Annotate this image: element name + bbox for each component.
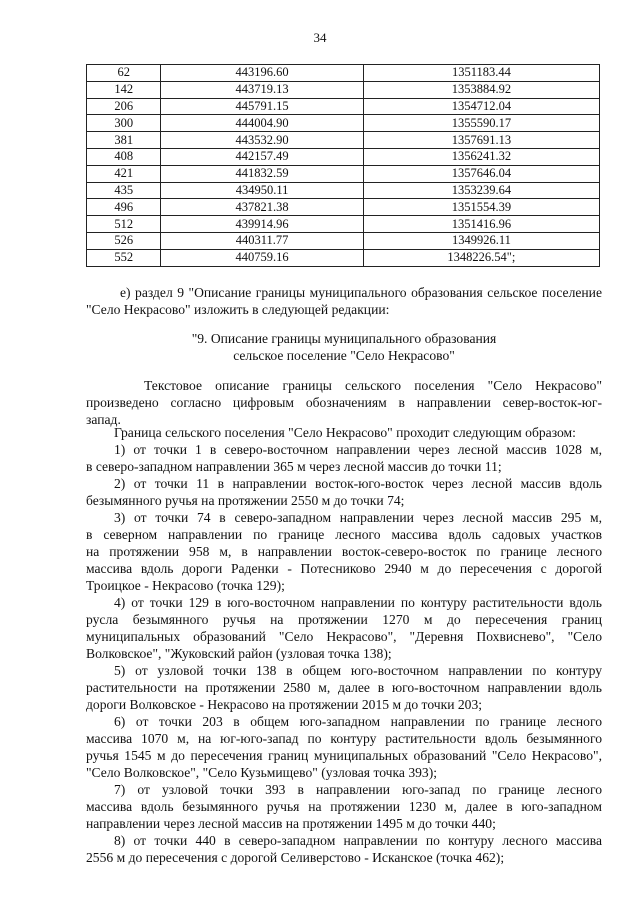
boundary-line: 8) от точки 440 в северо-западном направлении по контуру лесного массива [114, 833, 602, 848]
boundary-description [86, 424, 602, 866]
boundary-line: растительности на протяжении 2580 м, далее в юго-восточном направлении вдоль [86, 680, 602, 695]
y-coordinate-cell: 1357646.04 [363, 165, 599, 182]
table-row [87, 132, 600, 149]
point-number-cell: 142 [87, 81, 161, 98]
boundary-line: массива вдоль дороги Раденки - Потесниково 2940 м до пересечения с дорогой [86, 561, 602, 576]
y-coordinate-cell: 1351416.96 [363, 216, 599, 233]
y-coordinate-cell: 1357691.13 [363, 132, 599, 149]
point-number-cell: 496 [87, 199, 161, 216]
boundary-line: "Село Волковское", "Село Кузьмищево" (узловая точка 393); [86, 765, 438, 780]
y-coordinate-cell: 1353884.92 [363, 81, 599, 98]
point-number-cell: 381 [87, 132, 161, 149]
boundary-line: 4) от точки 129 в юго-восточном направлении по контуру растительности вдоль [114, 595, 602, 610]
y-coordinate-cell: 1356241.32 [363, 148, 599, 165]
point-number-cell: 552 [87, 249, 161, 266]
boundary-line: безымянного ручья на протяжении 2550 м до точки 74; [86, 493, 405, 508]
table-row [87, 165, 600, 182]
boundary-line: в северо-западном направлении 365 м через лесной массив до точки 11; [86, 459, 502, 474]
description-line: произведено согласно цифровым обозначениям в направлении север-восток-юг- [86, 395, 602, 410]
x-coordinate-cell: 444004.90 [161, 115, 363, 132]
point-number-cell: 408 [87, 148, 161, 165]
boundary-line: ручья 1545 м до пересечения границ муниципальных образований "Село Некрасово", [86, 748, 602, 763]
y-coordinate-cell: 1355590.17 [363, 115, 599, 132]
section-intro [86, 284, 602, 318]
boundary-line: 5) от узловой точки 138 в общем юго-восточном направлении по контуру [114, 663, 602, 678]
y-coordinate-cell: 1353239.64 [363, 182, 599, 199]
x-coordinate-cell: 443196.60 [161, 65, 363, 82]
boundary-line: 7) от узловой точки 393 в направлении юго-запад по границе лесного [114, 782, 602, 797]
point-number-cell: 300 [87, 115, 161, 132]
y-coordinate-cell: 1351554.39 [363, 199, 599, 216]
description-line: запад. [86, 412, 121, 427]
boundary-line: направлении через лесной массив на протяжении 1495 м до точки 440; [86, 816, 496, 831]
section-intro-line: е) раздел 9 "Описание границы муниципального образования сельское поселение [120, 285, 602, 300]
point-number-cell: 421 [87, 165, 161, 182]
point-number-cell: 206 [87, 98, 161, 115]
y-coordinate-cell: 1349926.11 [363, 232, 599, 249]
boundary-line: 1) от точки 1 в северо-восточном направлении через лесной массив 1028 м, [114, 442, 602, 457]
table-row [87, 98, 600, 115]
boundary-line: массива 1070 м, на юг-юго-запад по контуру растительности вдоль безымянного [86, 731, 602, 746]
table-row [87, 199, 600, 216]
boundary-line: 2556 м до пересечения с дорогой Селиверстово - Исканское (точка 462); [86, 850, 505, 865]
heading-line: сельское поселение "Село Некрасово" [233, 348, 455, 363]
boundary-line: массива вдоль безымянного ручья на протяжении 1230 м, далее в юго-западном [86, 799, 602, 814]
boundary-line: дороги Волковское - Некрасово на протяжении 2015 м до точки 203; [86, 697, 483, 712]
y-coordinate-cell: 1351183.44 [363, 65, 599, 82]
table-row [87, 216, 600, 233]
y-coordinate-cell: 1354712.04 [363, 98, 599, 115]
table-row [87, 148, 600, 165]
boundary-line: в северном направлении по границе лесного массива вдоль садовых участков [86, 527, 602, 542]
table-row [87, 115, 600, 132]
x-coordinate-cell: 440311.77 [161, 232, 363, 249]
x-coordinate-cell: 443719.13 [161, 81, 363, 98]
boundary-line: 3) от точки 74 в северо-западном направлении через лесной массив 295 м, [114, 510, 602, 525]
boundary-line: на протяжении 958 м, в направлении восток-северо-восток по границе лесного [86, 544, 602, 559]
y-coordinate-cell: 1348226.54"; [363, 249, 599, 266]
table-row [87, 249, 600, 266]
x-coordinate-cell: 434950.11 [161, 182, 363, 199]
section-heading [86, 330, 602, 364]
boundary-line: муниципальных образований "Село Некрасово", "Деревня Похвиснево", "Село [86, 629, 602, 644]
x-coordinate-cell: 443532.90 [161, 132, 363, 149]
point-number-cell: 512 [87, 216, 161, 233]
boundary-line: Волковское", "Жуковский район (узловая точка 138); [86, 646, 392, 661]
table-row [87, 65, 600, 82]
text-description [86, 377, 602, 428]
page-number: 34 [313, 30, 327, 45]
boundary-line: 2) от точки 11 в направлении восток-юго-восток через лесной массив вдоль [114, 476, 602, 491]
table-row [87, 182, 600, 199]
x-coordinate-cell: 442157.49 [161, 148, 363, 165]
point-number-cell: 526 [87, 232, 161, 249]
boundary-line: русла безымянного ручья на протяжении 1270 м до пересечения границ [86, 612, 602, 627]
x-coordinate-cell: 439914.96 [161, 216, 363, 233]
boundary-line: 6) от точки 203 в общем юго-западном направлении по границе лесного [114, 714, 602, 729]
heading-line: "9. Описание границы муниципального образования [191, 331, 497, 346]
table-row [87, 232, 600, 249]
point-number-cell: 62 [87, 65, 161, 82]
x-coordinate-cell: 445791.15 [161, 98, 363, 115]
boundary-line: Граница сельского поселения "Село Некрасово" проходит следующим образом: [114, 425, 576, 440]
boundary-line: Троицкое - Некрасово (точка 129); [86, 578, 285, 593]
description-line: Текстовое описание границы сельского поселения "Село Некрасово" [144, 378, 602, 393]
x-coordinate-cell: 440759.16 [161, 249, 363, 266]
coordinates-table [86, 64, 600, 267]
point-number-cell: 435 [87, 182, 161, 199]
x-coordinate-cell: 441832.59 [161, 165, 363, 182]
table-row [87, 81, 600, 98]
section-intro-line: "Село Некрасово" изложить в следующей редакции: [86, 302, 390, 317]
x-coordinate-cell: 437821.38 [161, 199, 363, 216]
